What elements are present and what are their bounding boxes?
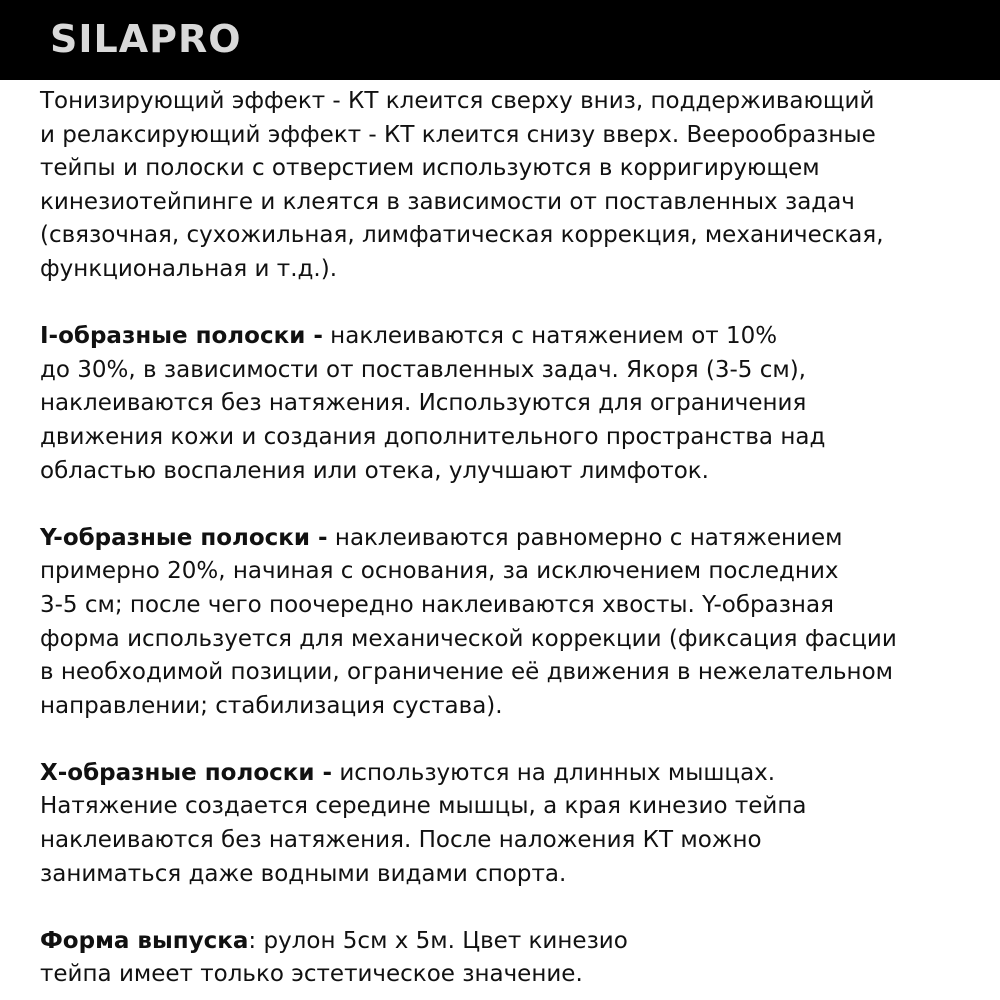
brand-logo: SILAPRO — [50, 17, 242, 61]
intro-paragraph — [40, 85, 980, 287]
i-strips-term: I-образные полоски - — [40, 323, 323, 350]
x-strips-term: Х-образные полоски - — [40, 759, 333, 786]
release-form-paragraph — [40, 925, 980, 992]
article-body — [40, 85, 980, 992]
intro-text: Тонизирующий эффект - КТ клеится сверху вниз, поддерживающий и релаксирующий эффект - КТ клеится снизу вверх. Веерообразные тейпы и полоски с отверстием используются в корригирующем кинезиотейпинге и клеятся в зависимости от поставленных задач (связочная, сухожильная, лимфатическая коррекция, механическая, функциональная и т.д.). — [40, 88, 884, 282]
header-bar — [0, 0, 1000, 80]
y-strips-text: наклеиваются равномерно с натяжением примерно 20%, начиная с основания, за исключением последних 3-5 см; после чего поочередно наклеиваются хвосты. Y-образная форма используется для механической коррекции (фиксация фасции в необходимой позиции, ограничение её движения в нежелательном направлении; стабилизация сустава). — [40, 524, 897, 719]
x-strips-text: используются на длинных мышцах. Натяжение создается середине мышцы, а края кинезио тейпа наклеиваются без натяжения. После наложения КТ можно заниматься даже водными видами спорта. — [40, 759, 807, 887]
release-form-term: Форма выпуска — [40, 927, 249, 954]
i-strips-text: наклеиваются с натяжением от 10% до 30%, в зависимости от поставленных задач. Якоря (3-5 см), наклеиваются без натяжения. Используются для ограничения движения кожи и создания дополнительного пространства над областью воспаления или отека, улучшают лимфоток. — [40, 323, 826, 484]
x-strips-paragraph — [40, 757, 980, 891]
release-form-text: : рулон 5см х 5м. Цвет кинезио тейпа имеет только эстетическое значение. — [40, 927, 628, 988]
y-strips-paragraph — [40, 522, 980, 724]
i-strips-paragraph — [40, 320, 980, 488]
y-strips-term: Y-образные полоски - — [40, 524, 328, 551]
